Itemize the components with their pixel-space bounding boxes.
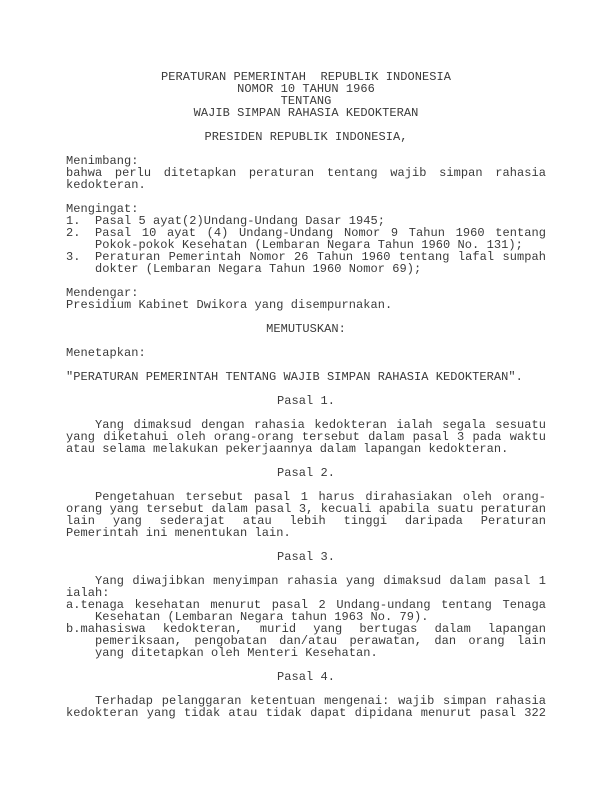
doc-line: yang diketahui oleh orang-orang tersebut dalam pasal 3 pada waktu <box>66 430 546 444</box>
doc-line: MEMUTUSKAN: <box>266 322 346 336</box>
doc-line: Kesehatan (Lembaran Negara tahun 1963 No. 79). <box>95 610 429 624</box>
doc-line: atau selama melakukan pekerjaannya dalam lapangan kedokteran. <box>66 442 509 456</box>
doc-line: ialah: <box>66 586 110 600</box>
doc-line: kedokteran yang tidak atau tidak dapat dipidana menurut pasal 322 <box>66 706 546 720</box>
doc-line: "PERATURAN PEMERINTAH TENTANG WAJIB SIMPAN RAHASIA KEDOKTERAN". <box>66 370 523 384</box>
doc-line: Mendengar: <box>66 286 139 300</box>
doc-line: kedokteran. <box>66 178 146 192</box>
doc-line: Menetapkan: <box>66 346 146 360</box>
doc-line: Pasal 4. <box>276 670 335 684</box>
doc-line: Pasal 1. <box>276 394 335 408</box>
doc-line: b.mahasiswa kedokteran, murid yang bertugas dalam lapangan <box>66 622 546 636</box>
list-marker: 1. <box>66 214 81 228</box>
doc-line: NOMOR 10 TAHUN 1966 <box>237 82 375 96</box>
doc-line: dokter (Lembaran Negara Tahun 1960 Nomor 69); <box>95 262 422 276</box>
doc-line-text: Pasal 5 ayat(2)Undang-Undang Dasar 1945; <box>95 214 386 228</box>
doc-line: bahwa perlu ditetapkan peraturan tentang wajib simpan rahasia <box>66 166 546 180</box>
doc-line: a.tenaga kesehatan menurut pasal 2 Undang-undang tentang Tenaga <box>66 598 546 612</box>
doc-line-text: Pasal 10 ayat (4) Undang-Undang Nomor 9 Tahun 1960 tentang <box>95 226 546 240</box>
doc-line: Menimbang: <box>66 154 139 168</box>
doc-line: Pengetahuan tersebut pasal 1 harus dirahasiakan oleh orang- <box>95 490 546 504</box>
doc-line: Yang dimaksud dengan rahasia kedokteran ialah segala sesuatu <box>95 418 546 432</box>
doc-line: Pokok-pokok Kesehatan (Lembaran Negara Tahun 1960 No. 131); <box>95 238 523 252</box>
doc-line: PERATURAN PEMERINTAH REPUBLIK INDONESIA <box>160 70 452 84</box>
doc-line: pemeriksaan, pengobatan dan/atau perawatan, dan orang lain <box>95 634 546 648</box>
doc-line: Pemerintah ini menentukan lain. <box>66 526 291 540</box>
doc-line: TENTANG <box>280 94 332 108</box>
list-marker: 3. <box>66 250 81 264</box>
doc-line: Pasal 2. <box>276 466 335 480</box>
doc-line: Terhadap pelanggaran ketentuan mengenai: wajib simpan rahasia <box>95 694 546 708</box>
doc-line: Pasal 3. <box>276 550 335 564</box>
doc-line: Presidium Kabinet Dwikora yang disempurnakan. <box>66 298 393 312</box>
doc-line: yang ditetapkan oleh Menteri Kesehatan. <box>95 646 378 660</box>
doc-line: Yang diwajibkan menyimpan rahasia yang dimaksud dalam pasal 1 <box>95 574 546 588</box>
doc-line: Mengingat: <box>66 202 139 216</box>
list-marker: 2. <box>66 226 81 240</box>
doc-line: PRESIDEN REPUBLIK INDONESIA, <box>204 130 408 144</box>
doc-line-text: Peraturan Pemerintah Nomor 26 Tahun 1960 tentang lafal sumpah <box>95 250 546 264</box>
doc-line: WAJIB SIMPAN RAHASIA KEDOKTERAN <box>193 106 419 120</box>
doc-line: orang yang tersebut dalam pasal 3, kecuali apabila suatu peraturan <box>66 502 546 516</box>
doc-line: lain yang sederajat atau lebih tinggi daripada Peraturan <box>66 514 546 528</box>
